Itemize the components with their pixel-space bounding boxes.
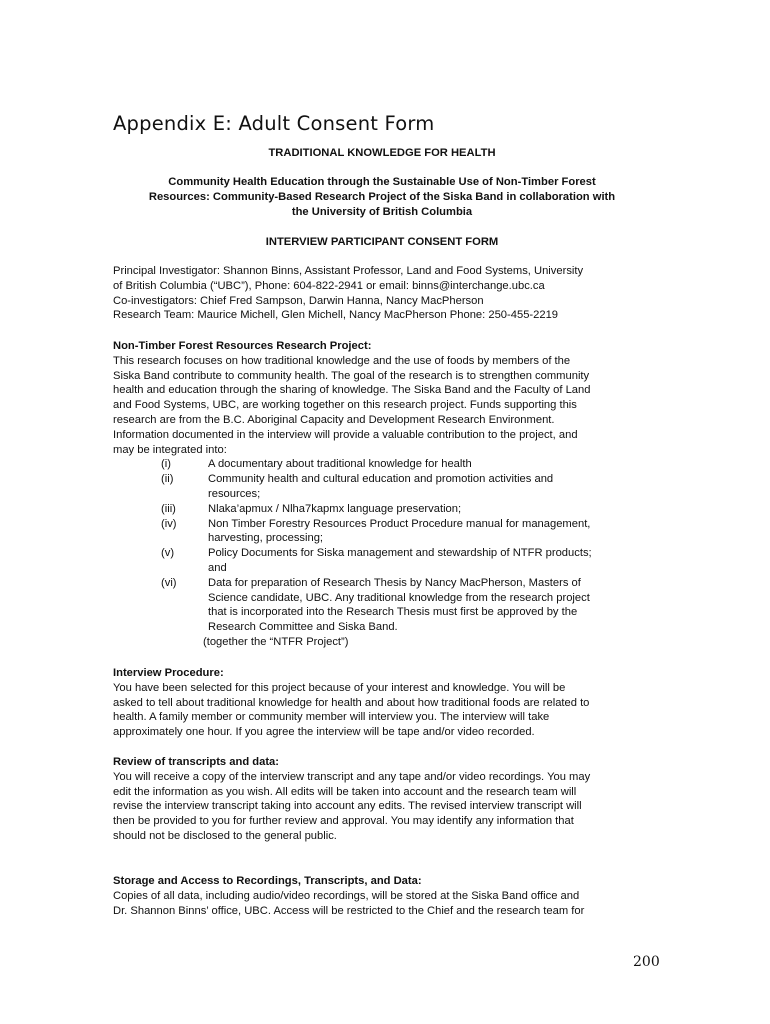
page-number: 200 (633, 954, 660, 970)
list-item (113, 517, 658, 547)
list-item-line: that is incorporated into the Research Thesis must first be approved by the (208, 606, 578, 619)
project-line: research are from the B.C. Aboriginal Capacity and Development Research Environment. (113, 413, 555, 426)
interview-line: You have been selected for this project because of your interest and knowledge. You will be (113, 681, 566, 694)
list-item-line: Policy Documents for Siska management and stewardship of NTFR products; (208, 547, 592, 560)
interview-line: asked to tell about traditional knowledge for health and about how traditional foods are related to (113, 696, 590, 709)
investigators-line: Co-investigators: Chief Fred Sampson, Darwin Hanna, Nancy MacPherson (113, 294, 484, 307)
storage-line: Dr. Shannon Binns’ office, UBC. Access will be restricted to the Chief and the research team for (113, 904, 585, 917)
together-note: (together the “NTFR Project”) (203, 635, 349, 648)
review-line: revise the interview transcript taking into account any edits. The revised interview transcript will (113, 800, 582, 813)
list-item-line: harvesting, processing; (208, 532, 324, 545)
interview-line: approximately one hour. If you agree the interview will be tape and/or video recorded. (113, 726, 535, 739)
subtitle (113, 175, 651, 220)
investigators-line: of British Columbia (“UBC”), Phone: 604-822-2941 or email: binns@interchange.ubc.ca (113, 279, 545, 292)
list-item-text (208, 546, 648, 576)
list-item-number: (ii) (161, 473, 174, 486)
list-item-line: resources; (208, 487, 261, 500)
list-item (113, 472, 658, 502)
list-item-number: (vi) (161, 576, 177, 589)
project-line: This research focuses on how traditional knowledge and the use of foods by members of the (113, 354, 571, 367)
subtitle-line: Resources: Community-Based Research Project of the Siska Band in collaboration with (148, 191, 616, 203)
interview-section (113, 666, 658, 740)
list-item-number: (iii) (161, 502, 176, 515)
list-item-line: Data for preparation of Research Thesis by Nancy MacPherson, Masters of (208, 576, 581, 589)
review-line: then be provided to you for further review and approval. You may identify any information that (113, 815, 574, 828)
list-item-line: Nlaka’apmux / Nlha7kapmx language preservation; (208, 502, 462, 515)
subtitle-line: the University of British Columbia (291, 206, 473, 218)
project-line: Information documented in the interview will provide a valuable contribution to the project, and (113, 428, 578, 441)
list-item-text (208, 576, 648, 635)
review-line: edit the information as you wish. All edits will be taken into account and the research team will (113, 785, 577, 798)
list-item-line: A documentary about traditional knowledge for health (208, 458, 472, 471)
list-item-text (208, 472, 648, 502)
review-section (113, 755, 658, 844)
list-item-text (208, 502, 648, 517)
investigators-block (113, 264, 658, 323)
subtitle-line: Community Health Education through the Sustainable Use of Non-Timber Forest (168, 176, 596, 188)
list-item (113, 576, 658, 635)
project-line: health and education through the sharing of knowledge. The Siska Band and the Faculty of Land (113, 384, 591, 397)
storage-line: Copies of all data, including audio/video recordings, will be stored at the Siska Band office and (113, 889, 580, 902)
list-item-number: (iv) (161, 517, 177, 530)
integration-list (113, 457, 658, 635)
investigators-line: Research Team: Maurice Michell, Glen Michell, Nancy MacPherson Phone: 250-455-2219 (113, 309, 559, 322)
project-heading: Non-Timber Forest Resources Research Project: (113, 340, 372, 352)
list-item-number: (i) (161, 458, 171, 471)
form-title: INTERVIEW PARTICIPANT CONSENT FORM (265, 236, 499, 248)
project-title: TRADITIONAL KNOWLEDGE FOR HEALTH (268, 147, 496, 159)
review-heading: Review of transcripts and data: (113, 756, 279, 768)
appendix-title: Appendix E: Adult Consent Form (113, 112, 435, 135)
list-item-number: (v) (161, 547, 175, 560)
interview-line: health. A family member or community member will interview you. The interview will take (113, 711, 550, 724)
project-line: and Food Systems, UBC, are working together on this research project. Funds supporting this (113, 399, 577, 412)
list-item-line: Science candidate, UBC. Any traditional knowledge from the research project (208, 591, 590, 604)
list-item-text (208, 457, 648, 472)
list-item-line: Non Timber Forestry Resources Product Procedure manual for management, (208, 517, 591, 530)
list-item-text (208, 517, 648, 547)
project-section (113, 339, 658, 650)
interview-heading: Interview Procedure: (113, 667, 224, 679)
review-line: You will receive a copy of the interview transcript and any tape and/or video recordings. You may (113, 770, 591, 783)
list-item-line: and (208, 561, 227, 574)
list-item-line: Research Committee and Siska Band. (208, 621, 398, 634)
list-item (113, 502, 658, 517)
list-item-line: Community health and cultural education and promotion activities and (208, 473, 554, 486)
project-line: Siska Band contribute to community health. The goal of the research is to strengthen community (113, 369, 590, 382)
investigators-line: Principal Investigator: Shannon Binns, Assistant Professor, Land and Food Systems, University (113, 265, 584, 277)
list-item (113, 457, 658, 472)
project-line: may be integrated into: (113, 443, 227, 456)
storage-section (113, 874, 658, 918)
storage-heading: Storage and Access to Recordings, Transcripts, and Data: (113, 875, 422, 887)
review-line: should not be disclosed to the general public. (113, 829, 337, 842)
list-item (113, 546, 658, 576)
